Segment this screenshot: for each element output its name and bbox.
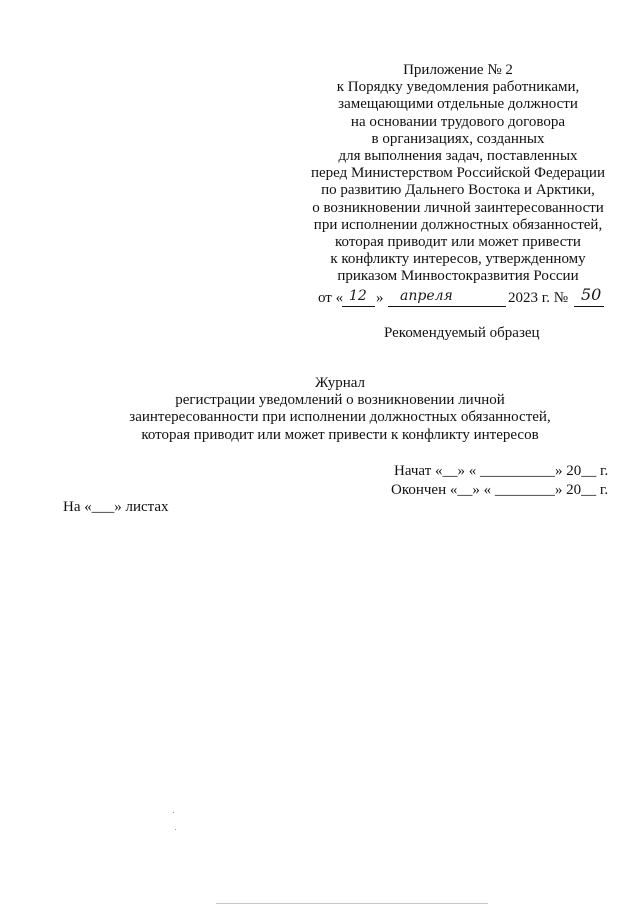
journal-title-block	[80, 375, 600, 444]
order-year-number-label: 2023 г. №	[508, 290, 569, 306]
order-date-prefix: от «	[318, 290, 344, 306]
order-number-handwritten: 50	[581, 285, 602, 304]
scan-speck	[175, 829, 176, 830]
scan-edge-line	[216, 903, 488, 904]
order-month-handwritten: апреля	[400, 288, 453, 304]
appendix-header	[308, 62, 608, 286]
journal-subtitle-line: заинтересованности при исполнении должностных обязанностей,	[129, 409, 551, 426]
appendix-line: при исполнении должностных обязанностей,	[313, 216, 603, 233]
appendix-line: перед Министерством Российской Федерации	[311, 165, 605, 182]
order-month-underline	[388, 306, 506, 307]
journal-title: Журнал	[314, 375, 365, 391]
appendix-line: по развитию Дальнего Востока и Арктики,	[321, 182, 595, 199]
appendix-line: к Порядку уведомления работниками,	[336, 79, 580, 96]
recommended-sample-label: Рекомендуемый образец	[384, 325, 540, 341]
scan-speck	[173, 812, 174, 813]
order-day-underline	[342, 306, 375, 307]
journal-ended-field: Окончен «__» « ________» 20__ г.	[391, 482, 609, 498]
journal-subtitle-line: которая приводит или может привести к конфликту интересов	[141, 426, 539, 443]
sheets-count-field: На «___» листах	[63, 499, 169, 515]
appendix-line: приказом Минвостокразвития России	[337, 268, 579, 285]
appendix-line: в организациях, созданных	[371, 130, 545, 147]
appendix-line: Приложение № 2	[403, 62, 513, 78]
order-day-handwritten: 12	[349, 288, 367, 304]
appendix-line: на основании трудового договора	[350, 113, 566, 130]
appendix-line: к конфликту интересов, утвержденному	[330, 251, 586, 268]
appendix-line: замещающими отдельные должности	[338, 96, 578, 113]
journal-started-field: Начат «__» « __________» 20__ г.	[394, 463, 609, 479]
order-date-close-quote: »	[376, 290, 384, 306]
appendix-line: о возникновении личной заинтересованности	[312, 199, 604, 216]
order-number-underline	[574, 306, 604, 307]
appendix-line: которая приводит или может привести	[335, 234, 581, 251]
order-date-line	[318, 285, 608, 309]
appendix-line: для выполнения задач, поставленных	[338, 148, 578, 165]
journal-subtitle-line: регистрации уведомлений о возникновении личной	[175, 392, 505, 409]
